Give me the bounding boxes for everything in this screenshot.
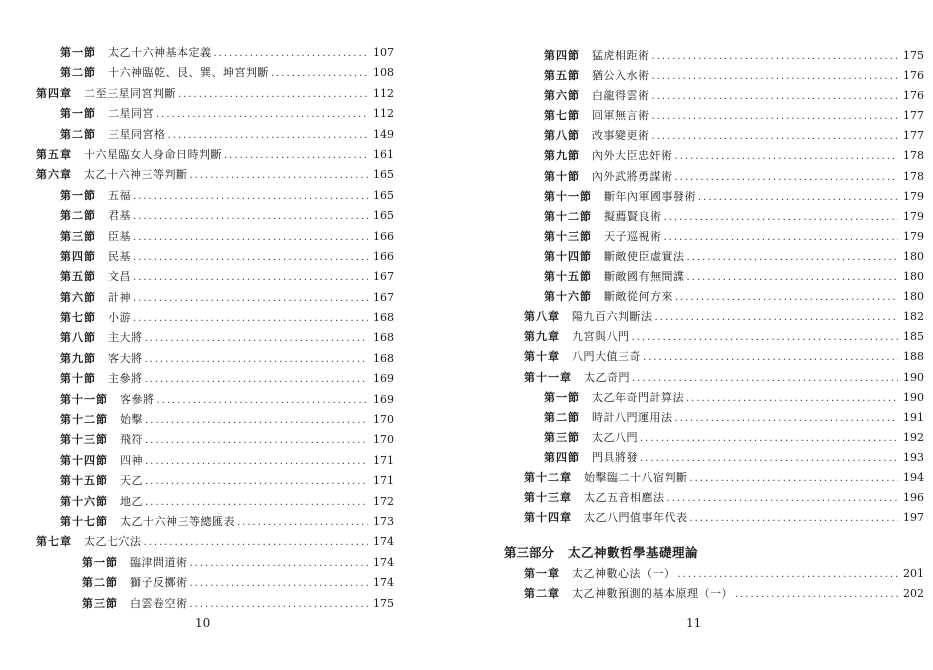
toc-entry bbox=[36, 553, 394, 573]
toc-entry bbox=[36, 247, 394, 267]
toc-entry-label: 第一節 bbox=[82, 555, 118, 569]
toc-leader-dots bbox=[237, 513, 368, 533]
toc-entry-title: 斷敵從何方來 bbox=[604, 290, 673, 304]
toc-entry-title: 四神 bbox=[120, 453, 143, 467]
toc-entry-label: 第四節 bbox=[60, 249, 96, 263]
toc-entry bbox=[504, 247, 924, 267]
toc-entry-page: 167 bbox=[373, 290, 394, 304]
toc-entry bbox=[504, 187, 924, 207]
toc-entry-title: 五福 bbox=[108, 188, 131, 202]
toc-entry-title: 十六神臨乾、艮、巽、坤宮判斷 bbox=[108, 66, 269, 80]
toc-entry-title: 內外武將勇謀術 bbox=[592, 169, 673, 183]
toc-entry bbox=[504, 106, 924, 126]
toc-entry-label: 第十一節 bbox=[544, 189, 592, 203]
toc-entry-page: 166 bbox=[373, 249, 394, 263]
toc-leader-dots bbox=[652, 87, 899, 107]
toc-entry bbox=[504, 428, 924, 448]
toc-entry-label: 第六章 bbox=[36, 168, 72, 182]
toc-entry bbox=[36, 573, 394, 593]
toc-entry-page: 169 bbox=[373, 392, 394, 406]
toc-entry-page: 177 bbox=[903, 109, 924, 123]
toc-entry-label: 第八節 bbox=[544, 129, 580, 143]
toc-entry bbox=[504, 584, 924, 604]
toc-entry-page: 182 bbox=[903, 310, 924, 324]
toc-leader-dots bbox=[652, 107, 899, 127]
toc-leader-dots bbox=[664, 208, 899, 228]
toc-entry-page: 108 bbox=[373, 66, 394, 80]
toc-leader-dots bbox=[640, 429, 898, 449]
toc-entry-label: 第四節 bbox=[544, 450, 580, 464]
toc-entry-page: 201 bbox=[903, 567, 924, 581]
toc-entry-page: 178 bbox=[903, 149, 924, 163]
toc-entry-label: 第九章 bbox=[524, 330, 560, 344]
toc-entry-title: 太乙八門值事年代表 bbox=[584, 511, 688, 525]
toc-entry-label: 第六節 bbox=[60, 290, 96, 304]
toc-entry-page: 175 bbox=[373, 596, 394, 610]
toc-leader-dots bbox=[675, 409, 899, 429]
toc-entry-page: 179 bbox=[903, 189, 924, 203]
toc-leader-dots bbox=[190, 554, 369, 574]
toc-entry-page: 190 bbox=[903, 370, 924, 384]
part-heading bbox=[504, 542, 924, 564]
toc-entry-page: 168 bbox=[373, 351, 394, 365]
toc-entry-label: 第十一章 bbox=[524, 370, 572, 384]
toc-entry bbox=[504, 267, 924, 287]
toc-entry-title: 十六星臨女人身命日時判斷 bbox=[84, 147, 222, 161]
toc-entry-page: 202 bbox=[903, 587, 924, 601]
toc-entry-title: 太乙十六神三等總匯表 bbox=[120, 514, 235, 528]
toc-entry-page: 112 bbox=[373, 86, 394, 100]
toc-entry-title: 地乙 bbox=[120, 494, 143, 508]
toc-entry bbox=[504, 448, 924, 468]
toc-leader-dots bbox=[133, 309, 368, 329]
toc-entry bbox=[504, 46, 924, 66]
toc-entry-label: 第八節 bbox=[60, 331, 96, 345]
toc-entry bbox=[504, 307, 924, 327]
toc-leader-dots bbox=[632, 369, 898, 389]
toc-entry-label: 第一節 bbox=[544, 390, 580, 404]
toc-entry-page: 171 bbox=[373, 453, 394, 467]
toc-entry-title: 主參將 bbox=[108, 372, 143, 386]
toc-leader-dots bbox=[145, 350, 369, 370]
toc-leader-dots bbox=[678, 565, 899, 585]
toc-entry-title: 太乙十六神基本定義 bbox=[108, 46, 212, 59]
toc-entry bbox=[36, 390, 394, 410]
part-label: 第三部分 bbox=[504, 545, 555, 561]
toc-entry-page: 177 bbox=[903, 129, 924, 143]
toc-leader-dots bbox=[632, 328, 899, 348]
toc-leader-dots bbox=[214, 44, 369, 64]
toc-entry bbox=[504, 408, 924, 428]
toc-entry-label: 第七節 bbox=[544, 109, 580, 123]
toc-entry bbox=[504, 327, 924, 347]
toc-leader-dots bbox=[145, 370, 369, 390]
toc-leader-dots bbox=[145, 329, 369, 349]
toc-entry-label: 第十二章 bbox=[524, 470, 572, 484]
toc-leader-dots bbox=[690, 469, 899, 489]
toc-leader-dots bbox=[133, 248, 368, 268]
toc-entry-page: 179 bbox=[903, 209, 924, 223]
toc-entry-label: 第十三節 bbox=[544, 229, 592, 243]
toc-entry bbox=[36, 165, 394, 185]
toc-entry bbox=[504, 368, 924, 388]
toc-entry-page: 179 bbox=[903, 229, 924, 243]
toc-entry bbox=[36, 125, 394, 145]
toc-entry-page: 170 bbox=[373, 413, 394, 427]
toc-entry-page: 167 bbox=[373, 270, 394, 284]
toc-entry-title: 白龍得雲術 bbox=[592, 89, 650, 103]
toc-entry-page: 197 bbox=[903, 511, 924, 525]
toc-entry-title: 民基 bbox=[108, 249, 131, 263]
toc-entry bbox=[504, 488, 924, 508]
toc-entry-title: 君基 bbox=[108, 209, 131, 223]
toc-entry-title: 始擊 bbox=[120, 413, 143, 427]
toc-entry-label: 第三節 bbox=[82, 596, 118, 610]
toc-entry bbox=[36, 84, 394, 104]
toc-entry-title: 九宮與八門 bbox=[572, 330, 630, 344]
left-page bbox=[0, 0, 466, 670]
toc-leader-dots bbox=[133, 289, 368, 309]
toc-entry-label: 第十七節 bbox=[60, 514, 108, 528]
toc-leader-dots bbox=[133, 268, 368, 288]
toc-entry-title: 太乙年奇門計算法 bbox=[592, 390, 684, 404]
toc-entry bbox=[36, 104, 394, 124]
toc-entry bbox=[504, 146, 924, 166]
toc-entry-label: 第十節 bbox=[544, 169, 580, 183]
toc-entry-title: 太乙七穴法 bbox=[84, 535, 142, 549]
toc-entry bbox=[36, 43, 394, 63]
toc-entry-page: 165 bbox=[373, 209, 394, 223]
toc-entry-title: 八門大值三奇 bbox=[572, 350, 641, 364]
toc-entry-page: 190 bbox=[903, 390, 924, 404]
toc-entry-title: 臨津問道術 bbox=[130, 555, 188, 569]
toc-entry-page: 176 bbox=[903, 69, 924, 83]
toc-entry-page: 193 bbox=[903, 450, 924, 464]
toc-entry bbox=[36, 512, 394, 532]
page-number-left: 10 bbox=[195, 616, 211, 630]
toc-entry-title: 獅子反擲術 bbox=[130, 576, 188, 590]
toc-entry-label: 第十三章 bbox=[524, 491, 572, 505]
toc-leader-dots bbox=[675, 168, 899, 188]
toc-entry bbox=[36, 492, 394, 512]
part-title: 太乙神數哲學基礎理論 bbox=[568, 545, 699, 561]
toc-entry-page: 194 bbox=[903, 470, 924, 484]
toc-entry bbox=[36, 145, 394, 165]
toc-entry-label: 第四章 bbox=[36, 86, 72, 100]
toc-entry-title: 客參將 bbox=[120, 392, 155, 406]
toc-entry-page: 180 bbox=[903, 249, 924, 263]
toc-entry bbox=[504, 287, 924, 307]
toc-entry-page: 165 bbox=[373, 188, 394, 202]
toc-entry-label: 第十六節 bbox=[60, 494, 108, 508]
toc-entry-title: 小游 bbox=[108, 311, 131, 325]
toc-entry-title: 斷年內軍國事發術 bbox=[604, 189, 696, 203]
toc-entry-page: 107 bbox=[373, 46, 394, 59]
toc-entry-label: 第十二節 bbox=[544, 209, 592, 223]
toc-leader-dots bbox=[190, 166, 369, 186]
right-page bbox=[466, 0, 933, 670]
toc-entry-title: 猛虎相距術 bbox=[592, 49, 650, 62]
toc-leader-dots bbox=[690, 509, 899, 529]
toc-entry-label: 第十三節 bbox=[60, 433, 108, 447]
toc-entry bbox=[36, 410, 394, 430]
toc-entry bbox=[36, 471, 394, 491]
toc-entry-page: 174 bbox=[373, 555, 394, 569]
toc-leader-dots bbox=[144, 533, 369, 553]
toc-entry-label: 第一節 bbox=[60, 46, 96, 59]
toc-entry-page: 174 bbox=[373, 576, 394, 590]
toc-entry-label: 第九節 bbox=[544, 149, 580, 163]
toc-entry-label: 第十章 bbox=[524, 350, 560, 364]
toc-entry-label: 第五章 bbox=[36, 147, 72, 161]
toc-entry-title: 太乙八門 bbox=[592, 430, 638, 444]
toc-entry bbox=[36, 267, 394, 287]
toc-entry bbox=[36, 63, 394, 83]
toc-entry-title: 太乙五音相應法 bbox=[584, 491, 665, 505]
toc-entry-title: 門具將發 bbox=[592, 450, 638, 464]
toc-entry bbox=[504, 564, 924, 584]
toc-entry bbox=[36, 227, 394, 247]
toc-entry-page: 185 bbox=[903, 330, 924, 344]
toc-leader-dots bbox=[698, 188, 898, 208]
page-number-right: 11 bbox=[686, 616, 702, 630]
toc-entry-title: 內外大臣忠奸術 bbox=[592, 149, 673, 163]
toc-entry-label: 第二節 bbox=[544, 410, 580, 424]
toc-entry-label: 第一章 bbox=[524, 567, 560, 581]
toc-entry-title: 客大將 bbox=[108, 351, 143, 365]
toc-leader-dots bbox=[687, 268, 899, 288]
toc-entry-label: 第七節 bbox=[60, 311, 96, 325]
toc-leader-dots bbox=[145, 472, 368, 492]
toc-entry-title: 太乙神數心法（一） bbox=[572, 567, 676, 581]
toc-entry bbox=[36, 328, 394, 348]
toc-leader-dots bbox=[156, 105, 368, 125]
toc-leader-dots bbox=[664, 228, 899, 248]
toc-entry-title: 計神 bbox=[108, 290, 131, 304]
toc-entry bbox=[36, 349, 394, 369]
toc-entry bbox=[36, 451, 394, 471]
toc-entry-label: 第十四章 bbox=[524, 511, 572, 525]
toc-entry bbox=[504, 66, 924, 86]
toc-entry-label: 第十節 bbox=[60, 372, 96, 386]
toc-list-right bbox=[504, 46, 924, 604]
toc-entry bbox=[504, 388, 924, 408]
toc-entry-label: 第五節 bbox=[60, 270, 96, 284]
toc-entry bbox=[504, 508, 924, 528]
toc-entry-title: 白雲卷空術 bbox=[130, 596, 188, 610]
toc-entry-title: 時計八門運用法 bbox=[592, 410, 673, 424]
toc-entry-page: 166 bbox=[373, 229, 394, 243]
toc-entry bbox=[36, 369, 394, 389]
toc-entry bbox=[504, 167, 924, 187]
toc-entry-page: 180 bbox=[903, 290, 924, 304]
toc-entry-page: 149 bbox=[373, 127, 394, 141]
toc-entry-label: 第八章 bbox=[524, 310, 560, 324]
toc-leader-dots bbox=[145, 411, 368, 431]
part-entries bbox=[504, 564, 924, 604]
toc-leader-dots bbox=[652, 127, 899, 147]
toc-entry bbox=[504, 86, 924, 106]
toc-entry-title: 改事變更術 bbox=[592, 129, 650, 143]
toc-entry-page: 168 bbox=[373, 331, 394, 345]
toc-entry-page: 174 bbox=[373, 535, 394, 549]
toc-entry-label: 第一節 bbox=[60, 107, 96, 121]
toc-entry-title: 斷敵使臣虛實法 bbox=[604, 249, 685, 263]
toc-entry-label: 第四節 bbox=[544, 49, 580, 62]
toc-entry bbox=[36, 206, 394, 226]
toc-leader-dots bbox=[145, 493, 368, 513]
toc-entry-title: 猶公入水術 bbox=[592, 69, 650, 83]
toc-entry-label: 第十四節 bbox=[544, 249, 592, 263]
toc-leader-dots bbox=[667, 489, 899, 509]
toc-entry bbox=[36, 532, 394, 552]
toc-leader-dots bbox=[271, 64, 368, 84]
toc-entry-label: 第七章 bbox=[36, 535, 72, 549]
toc-entry-label: 第十五節 bbox=[544, 270, 592, 284]
toc-entry-page: 176 bbox=[903, 89, 924, 103]
toc-leader-dots bbox=[190, 595, 369, 615]
toc-entry-page: 169 bbox=[373, 372, 394, 386]
toc-entry-label: 第三節 bbox=[60, 229, 96, 243]
toc-entry-label: 第十六節 bbox=[544, 290, 592, 304]
toc-leader-dots bbox=[133, 187, 368, 207]
toc-entry-label: 第十四節 bbox=[60, 453, 108, 467]
toc-entry bbox=[36, 308, 394, 328]
toc-entry-label: 第一節 bbox=[60, 188, 96, 202]
toc-leader-dots bbox=[178, 85, 368, 105]
toc-entry-label: 第十五節 bbox=[60, 474, 108, 488]
toc-entry bbox=[36, 288, 394, 308]
toc-leader-dots bbox=[652, 47, 899, 67]
toc-entry bbox=[36, 430, 394, 450]
toc-leader-dots bbox=[157, 391, 369, 411]
toc-entry-page: 168 bbox=[373, 311, 394, 325]
toc-entry-title: 主大將 bbox=[108, 331, 143, 345]
toc-entry-page: 180 bbox=[903, 270, 924, 284]
toc-entry-label: 第十一節 bbox=[60, 392, 108, 406]
toc-entry-page: 175 bbox=[903, 49, 924, 62]
toc-entry-page: 161 bbox=[373, 147, 394, 161]
toc-entry-title: 三星同宮格 bbox=[108, 127, 166, 141]
toc-leader-dots bbox=[687, 248, 899, 268]
toc-leader-dots bbox=[168, 126, 369, 146]
toc-entry-page: 173 bbox=[373, 514, 394, 528]
toc-entry bbox=[36, 186, 394, 206]
toc-entry-page: 170 bbox=[373, 433, 394, 447]
toc-entry-title: 文昌 bbox=[108, 270, 131, 284]
toc-entry-label: 第五節 bbox=[544, 69, 580, 83]
toc-entry-title: 太乙十六神三等判斷 bbox=[84, 168, 188, 182]
toc-leader-dots bbox=[190, 574, 369, 594]
toc-entry-title: 飛符 bbox=[120, 433, 143, 447]
toc-entry-page: 188 bbox=[903, 350, 924, 364]
toc-entry-page: 192 bbox=[903, 430, 924, 444]
toc-entry-page: 165 bbox=[373, 168, 394, 182]
toc-entry-label: 第三節 bbox=[544, 430, 580, 444]
toc-leader-dots bbox=[133, 228, 368, 248]
toc-entry-page: 191 bbox=[903, 410, 924, 424]
toc-leader-dots bbox=[640, 449, 898, 469]
toc-entry bbox=[504, 227, 924, 247]
toc-entry-title: 斷敵國有無間諜 bbox=[604, 270, 685, 284]
toc-entry-title: 陽九百六判斷法 bbox=[572, 310, 653, 324]
toc-entry-page: 178 bbox=[903, 169, 924, 183]
toc-leader-dots bbox=[735, 585, 898, 605]
toc-entry-title: 太乙神數預測的基本原理（一） bbox=[572, 587, 733, 601]
toc-leader-dots bbox=[655, 308, 899, 328]
toc-entry-page: 112 bbox=[373, 107, 394, 121]
toc-entry-title: 始擊臨二十八宿判斷 bbox=[584, 470, 688, 484]
toc-entry-title: 天子巡視術 bbox=[604, 229, 662, 243]
toc-leader-dots bbox=[133, 207, 368, 227]
toc-list-left bbox=[36, 43, 394, 614]
toc-entry-title: 回軍無言術 bbox=[592, 109, 650, 123]
toc-entry-label: 第二節 bbox=[82, 576, 118, 590]
toc-entry bbox=[504, 126, 924, 146]
toc-leader-dots bbox=[145, 431, 368, 451]
toc-leader-dots bbox=[224, 146, 368, 166]
toc-entry-title: 太乙奇門 bbox=[584, 370, 630, 384]
toc-entry-page: 171 bbox=[373, 474, 394, 488]
toc-entry-title: 擬薦賢良術 bbox=[604, 209, 662, 223]
toc-leader-dots bbox=[145, 452, 368, 472]
toc-entry-title: 二至三星同宮判斷 bbox=[84, 86, 176, 100]
toc-entry-label: 第二章 bbox=[524, 587, 560, 601]
toc-leader-dots bbox=[652, 67, 899, 87]
toc-entry-label: 第十二節 bbox=[60, 413, 108, 427]
toc-entry bbox=[504, 347, 924, 367]
toc-entry-page: 172 bbox=[373, 494, 394, 508]
toc-entry-label: 第二節 bbox=[60, 66, 96, 80]
toc-leader-dots bbox=[675, 147, 899, 167]
toc-entry-title: 二星同宮 bbox=[108, 107, 154, 121]
toc-entry-label: 第二節 bbox=[60, 127, 96, 141]
toc-leader-dots bbox=[643, 348, 898, 368]
toc-entry bbox=[36, 594, 394, 614]
toc-entry-label: 第六節 bbox=[544, 89, 580, 103]
toc-leader-dots bbox=[675, 288, 898, 308]
toc-entry bbox=[504, 207, 924, 227]
toc-entry-label: 第二節 bbox=[60, 209, 96, 223]
toc-entry-page: 196 bbox=[903, 491, 924, 505]
toc-leader-dots bbox=[686, 389, 898, 409]
toc-entry-title: 天乙 bbox=[120, 474, 143, 488]
toc-entry bbox=[504, 468, 924, 488]
toc-entry-label: 第九節 bbox=[60, 351, 96, 365]
toc-entry-title: 臣基 bbox=[108, 229, 131, 243]
